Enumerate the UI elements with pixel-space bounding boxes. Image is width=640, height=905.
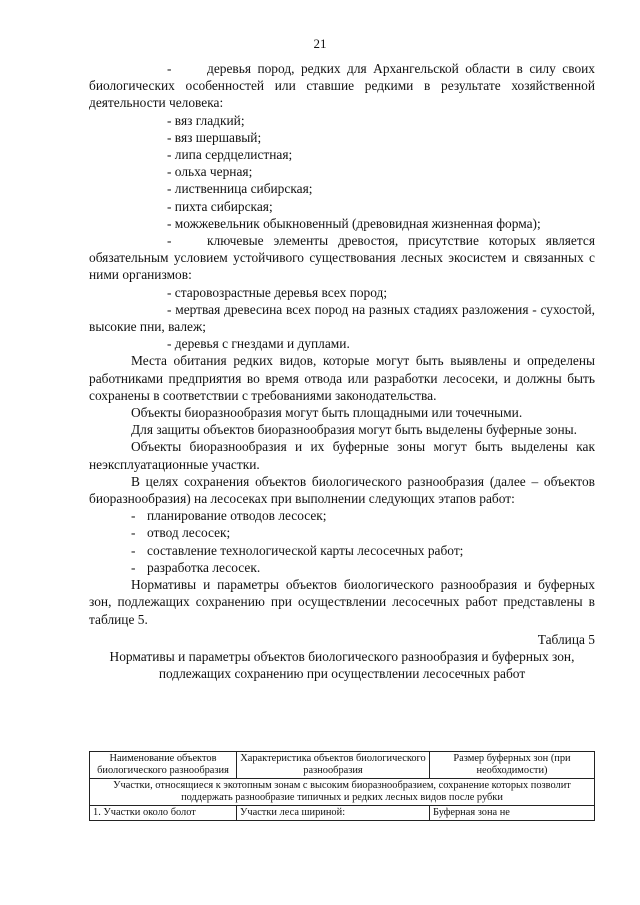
paragraph: Нормативы и параметры объектов биологического разнообразия и буферных зон, подлежащих сохранению при осуществлении лесосечных работ представлены в таблице 5. [89,577,595,627]
page-number: 21 [313,36,327,51]
table-cell: Буферная зона не [430,806,595,821]
paragraph: Объекты биоразнообразия и их буферные зоны могут быть выделены как неэксплуатационные участки. [89,439,595,472]
stage-item: - планирование отводов лесосек; [131,508,327,524]
paragraph: Места обитания редких видов, которые могут быть выявлены и определены работниками предприятия во время отвода или разработки лесосеки, и должны быть сохранены в соответствии с требованиями законодательства. [89,353,595,403]
key-element-item: - мертвая древесина всех пород на разных стадиях разложения - сухостой, высокие пни, валеж; [89,301,595,335]
table-header-row [90,752,595,779]
paragraph: В целях сохранения объектов биологического разнообразия (далее – объектов биоразнообразия) на лесосеках при выполнении следующих этапов работ: [89,473,595,507]
species-item: - вяз шершавый; [167,129,262,145]
list-item-rare-species-intro: - деревья пород, редких для Архангельской области в силу своих биологических особенностей или ставшие редкими в результате хозяйственной деятельности человека: [89,61,595,111]
document-body [89,60,595,682]
buffer-zone-table [89,751,595,821]
species-item: - липа сердцелистная; [167,147,293,163]
list-item-key-elements-intro: - ключевые элементы древостоя, присутствие которых является обязательным условием устойчивого существования лесных экосистем и связанных с ними организмов: [89,233,595,283]
table-header-cell: Размер буферных зон (при необходимости) [430,752,595,779]
stage-item: - отвод лесосек; [131,525,231,541]
species-item: - можжевельник обыкновенный (древовидная жизненная форма); [167,215,541,231]
table-label: Таблица 5 [537,631,595,647]
species-item: - лиственница сибирская; [167,181,313,197]
paragraph: Объекты биоразнообразия могут быть площадными или точечными. [131,405,523,421]
table-row [90,806,595,821]
table-title: Нормативы и параметры объектов биологического разнообразия и буферных зон, подлежащих сохранению при осуществлении лесосечных работ [109,648,575,682]
table-cell: 1. Участки около болот [90,806,237,821]
table-section-row [90,779,595,806]
species-item: - пихта сибирская; [167,198,273,214]
species-item: - ольха черная; [167,164,253,180]
table-header-cell: Характеристика объектов биологического разнообразия [237,752,430,779]
table-section-cell: Участки, относящиеся к экотопным зонам с высоким биоразнообразием, сохранение которых позволит поддержать разнообразие типичных и редких лесных видов после рубки [90,779,595,806]
key-element-item: - старовозрастные деревья всех пород; [167,284,388,300]
table-cell: Участки леса шириной: [237,806,430,821]
stage-item: - составление технологической карты лесосечных работ; [131,542,464,558]
stage-item: - разработка лесосек. [131,559,261,575]
key-element-item: - деревья с гнездами и дуплами. [167,336,350,352]
species-item: - вяз гладкий; [167,112,245,128]
table-header-cell: Наименование объектов биологического разнообразия [90,752,237,779]
paragraph: Для защиты объектов биоразнообразия могут быть выделены буферные зоны. [131,422,577,438]
